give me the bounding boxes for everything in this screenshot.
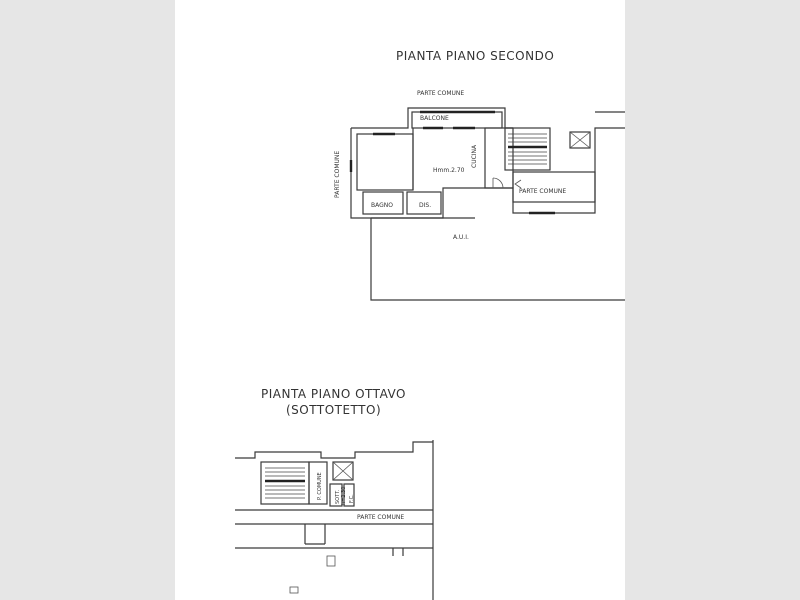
plan-secondo-title: PIANTA PIANO SECONDO — [396, 49, 555, 63]
floor-plan-drawing — [175, 0, 625, 600]
label-parte-comune-top: PARTE COMUNE — [417, 90, 465, 97]
label-height-secondo: Hmm.2.70 — [433, 167, 465, 174]
drawing-sheet — [175, 0, 625, 600]
label-dis: DIS. — [419, 202, 432, 209]
plan-ottavo-subtitle: (SOTTOTETTO) — [286, 403, 382, 417]
label-cucina: CUCINA — [471, 144, 478, 168]
label-height-ottavo: h=2.30 — [341, 486, 347, 505]
label-parte-comune-left: PARTE COMUNE — [334, 150, 341, 198]
label-parte-comune-ottavo: PARTE COMUNE — [357, 514, 405, 521]
plan-ottavo-title: PIANTA PIANO OTTAVO — [261, 387, 406, 401]
plan-secondo-stair — [505, 128, 550, 170]
label-p-comune: P. COMUNE — [317, 472, 323, 500]
label-parte-comune-right: PARTE COMUNE — [519, 188, 567, 195]
label-aui: A.U.I. — [453, 234, 469, 241]
label-balcone: BALCONE — [420, 115, 449, 122]
label-sott: SOTT. — [335, 489, 341, 504]
label-fc: F.C. — [349, 494, 355, 503]
label-bagno: BAGNO — [371, 202, 393, 209]
